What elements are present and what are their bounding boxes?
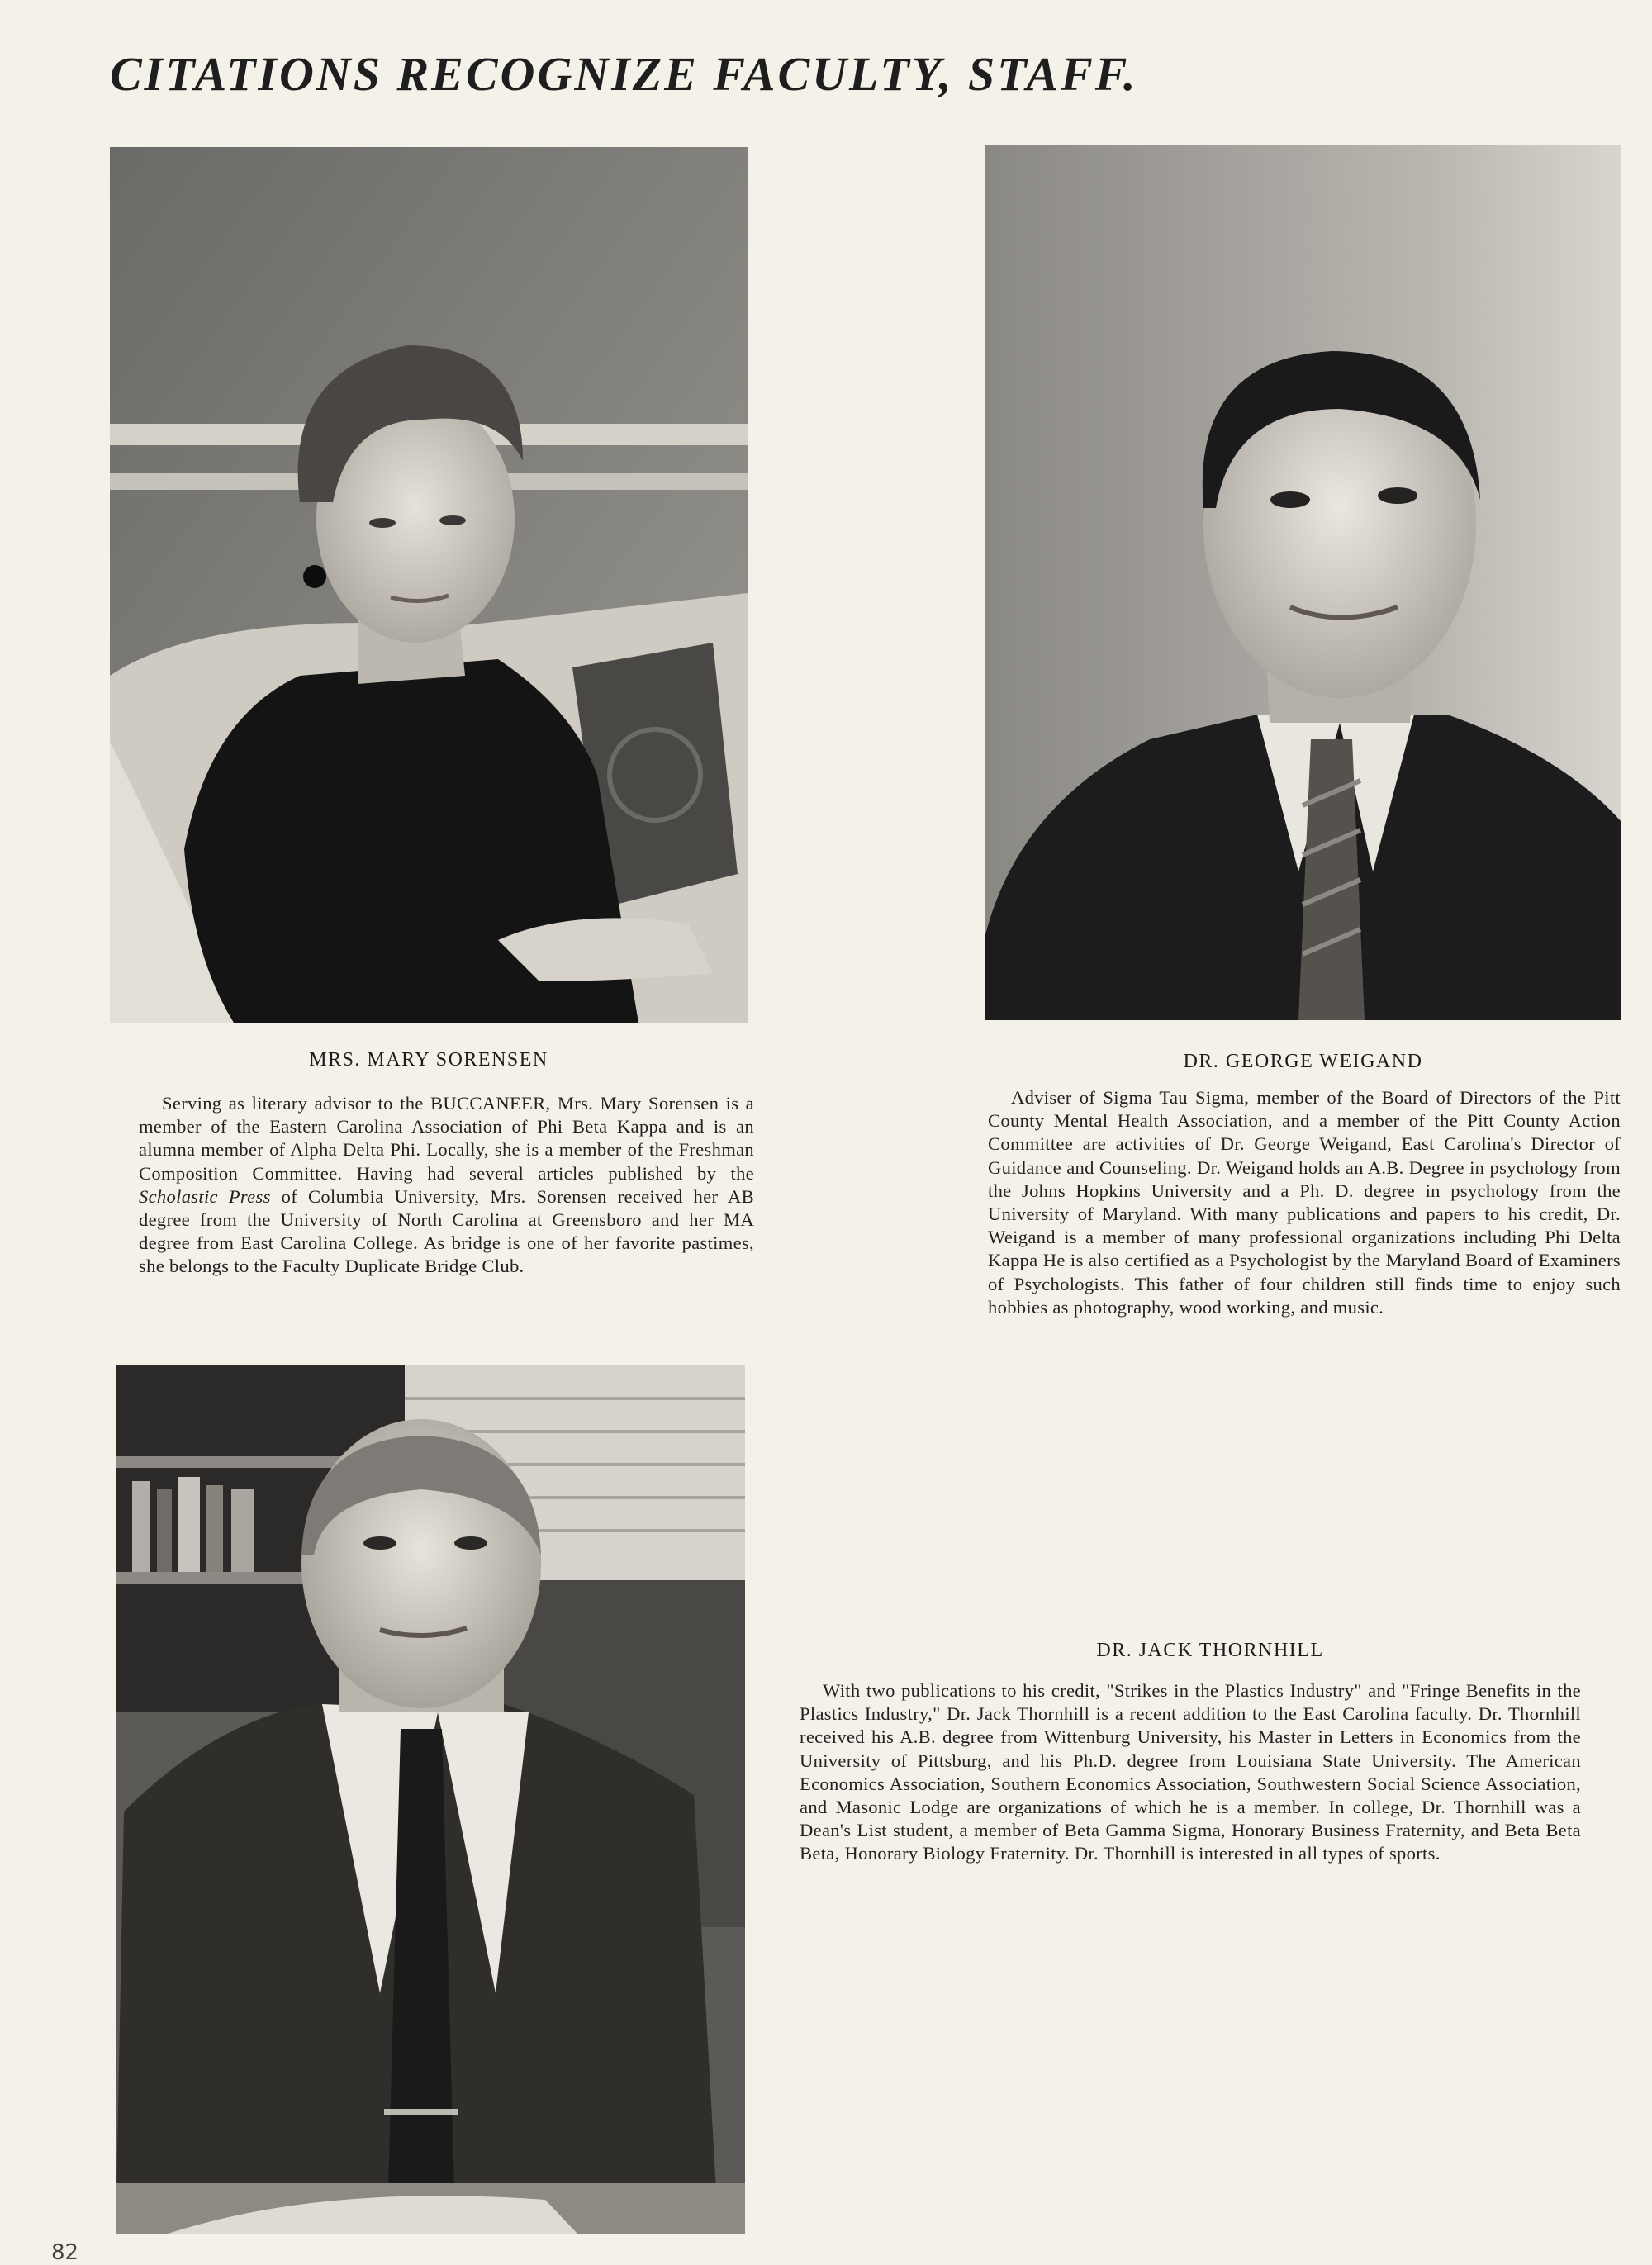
bio-text-part: Serving as literary advisor to the BUCCANEER, Mrs. Mary Sorensen is a member of the Eastern Carolina Association of Phi Beta Kappa and is an alumna member of Alpha Delta Phi. Locally, she is a member of the Freshman Composition Committee. Having had several articles published by the xyxy=(139,1093,754,1184)
name-caption-sorensen: MRS. MARY SORENSEN xyxy=(309,1049,548,1071)
portrait-photo-sorensen xyxy=(110,147,748,1023)
portrait-photo-thornhill xyxy=(116,1365,745,2234)
bio-paragraph-sorensen xyxy=(139,1092,754,1279)
bio-paragraph-thornhill: With two publications to his credit, "Strikes in the Plastics Industry" and "Fringe Benefits in the Plastics Industry," Dr. Jack Thornhill is a recent addition to the East Carolina faculty. Dr. Thornhill received his A.B. degree from Wittenburg University, his Master in Letters in Economics from the University of Pittsburg, and his Ph.D. degree from Louisiana State University. The American Economics Association, Southern Economics Association, Southwestern Social Science Association, and Masonic Lodge are organizations of which he is a member. In college, Dr. Thornhill was a Dean's List student, a member of Beta Gamma Sigma, Honorary Business Fraternity, and Beta Beta Beta, Honorary Biology Fraternity. Dr. Thornhill is interested in all types of sports. xyxy=(800,1680,1581,1864)
page-number: 82 xyxy=(51,2240,79,2265)
publication-title: Scholastic Press xyxy=(139,1185,271,1207)
name-caption-weigand: DR. GEORGE WEIGAND xyxy=(1183,1051,1423,1072)
name-caption-thornhill: DR. JACK THORNHILL xyxy=(1096,1640,1324,1661)
portrait-photo-weigand xyxy=(985,145,1621,1020)
page-headline: CITATIONS RECOGNIZE FACULTY, STAFF. xyxy=(110,47,1138,101)
bio-text-part: of Columbia University, Mrs. Sorensen received her AB degree from the University of North Carolina at Greensboro and her MA degree from East Carolina College. As bridge is one of her favorite pastimes, she belongs to the Faculty Duplicate Bridge Club. xyxy=(139,1185,754,1277)
bio-paragraph-weigand: Adviser of Sigma Tau Sigma, member of the Board of Directors of the Pitt County Mental Health Association, and a member of the Pitt County Action Committee are activities of Dr. George Weigand, East Carolina's Director of Guidance and Counseling. Dr. Weigand holds an A.B. Degree in psychology from the Johns Hopkins University and a Ph. D. degree in psychology from the University of Maryland. With many publications and papers to his credit, Dr. Weigand is a member of many professional organizations including Phi Delta Kappa He is also certified as a Psychologist by the Maryland Board of Examiners of Psychologists. This father of four children still finds time to enjoy such hobbies as photography, wood working, and music. xyxy=(988,1087,1621,1318)
